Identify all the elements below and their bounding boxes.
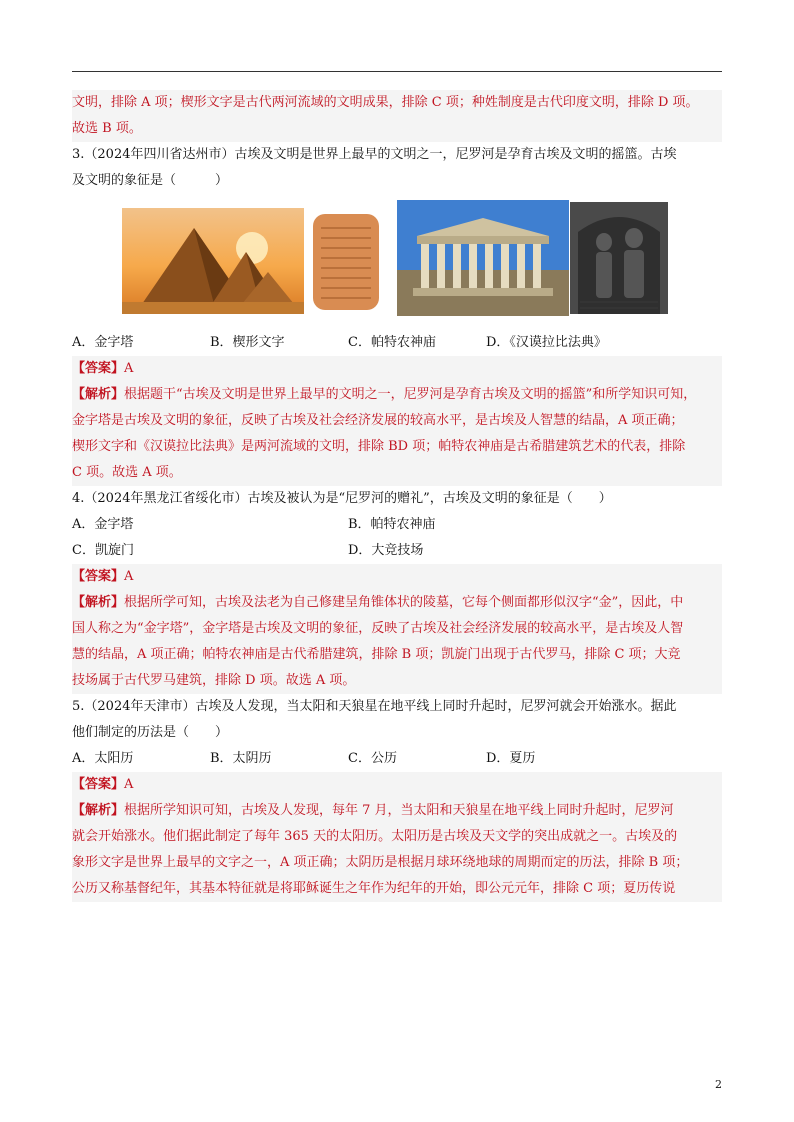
option-b: B．楔形文字 xyxy=(210,335,285,350)
answer-label: 【答案】 xyxy=(72,777,125,792)
analysis-text: 根据所学知识可知，古埃及人发现，每年 7 月，当太阳和天狼星在地平线上同时升起时，尼罗河 xyxy=(124,803,674,818)
analysis-label: 【解析】 xyxy=(72,595,125,610)
analysis-line: 楔形文字和《汉谟拉比法典》是两河流域的文明，排除 BD 项；帕特农神庙是古希腊建筑艺术的代表，排除 xyxy=(72,439,686,454)
option-a: A．金字塔 xyxy=(72,335,134,350)
option-a: A．太阳历 xyxy=(72,751,134,766)
question-3-stem: 及文明的象征是（ ） xyxy=(72,173,229,188)
answer-line xyxy=(72,564,722,590)
parthenon-image xyxy=(397,200,569,316)
question-5-options xyxy=(72,746,722,772)
analysis-line: 象形文字是世界上最早的文字之一，A 项正确；太阴历是根据月球环绕地球的周期而定的历法，排除 B 项； xyxy=(72,855,689,870)
analysis-line: 慧的结晶，A 项正确；帕特农神庙是古代希腊建筑，排除 B 项；凯旋门出现于古代罗马，排除 C 项；大竞 xyxy=(72,647,681,662)
previous-analysis-box xyxy=(72,90,722,142)
answer-value: A xyxy=(124,777,134,792)
answer-label: 【答案】 xyxy=(72,361,125,376)
option-d: D．夏历 xyxy=(486,751,536,766)
analysis-label: 【解析】 xyxy=(72,387,125,402)
answer-value: A xyxy=(124,361,134,376)
question-5-stem: 5.（2024年天津市）古埃及人发现，当太阳和天狼星在地平线上同时升起时，尼罗河就会开始涨水。据此 xyxy=(72,699,677,714)
answer-line xyxy=(72,356,722,382)
option-b: B．太阴历 xyxy=(210,751,272,766)
answer-value: A xyxy=(124,569,134,584)
question-5-stem: 他们制定的历法是（ ） xyxy=(72,725,229,740)
analysis-line: C 项。故选 A 项。 xyxy=(72,465,182,480)
question-4-stem: 4.（2024年黑龙江省绥化市）古埃及被认为是“尼罗河的赠礼”，古埃及文明的象征是（ ） xyxy=(72,491,612,506)
answer-label: 【答案】 xyxy=(72,569,125,584)
question-4-options-row2 xyxy=(72,538,722,564)
header-rule xyxy=(72,71,722,72)
analysis-line: 国人称之为“金字塔”，金字塔是古埃及文明的象征，反映了古埃及社会经济发展的较高水平，是古埃及人智 xyxy=(72,621,684,636)
analysis-line xyxy=(72,798,722,824)
option-a: A．金字塔 xyxy=(72,517,134,532)
hammurabi-stele-image xyxy=(570,202,668,314)
analysis-line: 技场属于古代罗马建筑，排除 D 项。故选 A 项。 xyxy=(72,673,356,688)
option-d: D．《汉谟拉比法典》 xyxy=(486,335,607,350)
option-b: B．帕特农神庙 xyxy=(348,517,436,532)
text-line: 故选 B 项。 xyxy=(72,121,142,136)
analysis-text: 根据所学可知，古埃及法老为自己修建呈角锥体状的陵墓，它每个侧面都形似汉字“金”，因此，中 xyxy=(124,595,684,610)
pyramids-image xyxy=(122,208,304,314)
question-3-stem: 3.（2024年四川省达州市）古埃及文明是世界上最早的文明之一，尼罗河是孕育古埃及文明的摇篮。古埃 xyxy=(72,147,677,162)
page-content xyxy=(72,90,722,902)
option-c: C．凯旋门 xyxy=(72,543,134,558)
analysis-line xyxy=(72,590,722,616)
option-c: C．公历 xyxy=(348,751,397,766)
analysis-line: 金字塔是古埃及文明的象征，反映了古埃及社会经济发展的较高水平，是古埃及人智慧的结晶，A 项正确； xyxy=(72,413,684,428)
option-d: D．大竞技场 xyxy=(348,543,424,558)
question-3-options xyxy=(72,330,722,356)
option-c: C．帕特农神庙 xyxy=(348,335,436,350)
analysis-line: 就会开始涨水。他们据此制定了每年 365 天的太阳历。太阳历是古埃及天文学的突出成就之一。古埃及的 xyxy=(72,829,678,844)
question-3-answer-box xyxy=(72,356,722,486)
cuneiform-tablet-image xyxy=(309,210,383,316)
answer-line xyxy=(72,772,722,798)
text-line: 文明，排除 A 项；楔形文字是古代两河流域的文明成果，排除 C 项；种姓制度是古代印度文明，排除 D 项。 xyxy=(72,95,699,110)
question-3-images xyxy=(72,200,722,324)
analysis-line: 公历又称基督纪年，其基本特征就是将耶稣诞生之年作为纪年的开始，即公元元年，排除 C 项；夏历传说 xyxy=(72,881,676,896)
analysis-text: 根据题干“古埃及文明是世界上最早的文明之一，尼罗河是孕育古埃及文明的摇篮”和所学知识可知， xyxy=(124,387,697,402)
question-5-answer-box xyxy=(72,772,722,902)
analysis-label: 【解析】 xyxy=(72,803,125,818)
question-4-options-row1 xyxy=(72,512,722,538)
analysis-line xyxy=(72,382,722,408)
question-4-answer-box xyxy=(72,564,722,694)
page-number: 2 xyxy=(715,1078,722,1091)
